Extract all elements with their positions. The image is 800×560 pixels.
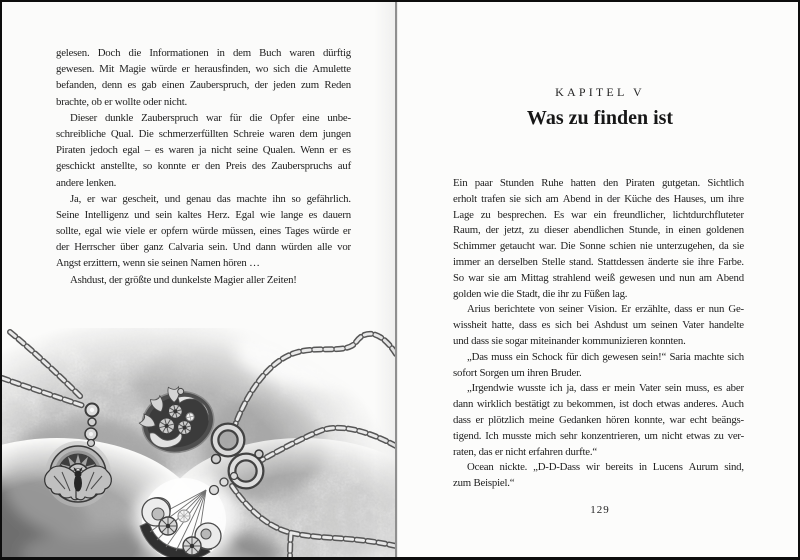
text-line: der Herrscher über ganz Calvaria sein. Und dann würden alle vor <box>56 241 351 254</box>
right-page-text <box>453 176 744 492</box>
text-line: zum Beispiel.“ <box>453 477 515 490</box>
text-line: andere lenken. <box>56 176 117 189</box>
text-line: Ja, er war gescheit, und genau das machte ihn so gefährlich. <box>70 192 351 205</box>
text-line: erholt trafen sie sich am Abend in der Küche des Hauses, um ihre <box>453 192 744 205</box>
text-line: Arius berichtete von seiner Vision. Er erzählte, dass er nun Ge- <box>467 303 744 316</box>
text-line: schreibliche Qual. Die schmerzerfüllten Schreie waren dem jungen <box>56 127 351 140</box>
left-page <box>2 2 396 557</box>
text-line: befanden, denn es gab einen Zauberspruch, der jeden zum Reden <box>56 79 351 92</box>
text-line: So war sie am Mittag strahlend weiß gewesen und nun am Abend <box>453 271 744 284</box>
text-line: Ocean nickte. „D-D-Dass wir bereits in Lucens Aurum sind, <box>467 461 744 474</box>
text-line: dass er plötzlich meine Gedanken hören konnte, war echt beängs- <box>453 413 744 426</box>
text-line: Raum, der jetzt, zu dieser abendlichen Stunde, in einen goldenen <box>453 224 744 237</box>
text-line: tigend. Ich musste mich sehr konzentrieren, um nicht etwas zu ver- <box>453 429 744 442</box>
text-line: gelesen. Doch die Informationen in dem Buch waren dürftig <box>56 47 351 59</box>
text-line: Dieser dunkle Zauberspruch war für die Opfer eine unbe- <box>70 111 351 124</box>
chapter-title: Was zu finden ist <box>526 107 674 129</box>
text-line: Piraten jedoch egal – es waren ja nicht seine Qualen. Wenn er es <box>56 144 351 157</box>
text-line: Ashdust, der größte und dunkelste Magier aller Zeiten! <box>70 273 297 286</box>
text-line: wissheit hatte, dass es sich bei Ashdust um seinen Vater handelte <box>453 319 744 332</box>
text-line: Lage zu besprechen. Es war ein freundlicher, lichtdurchfluteter <box>453 208 744 221</box>
text-line: raten, das er nicht erfahren durfte.“ <box>453 445 597 458</box>
chapter-label: KAPITEL V <box>555 85 645 99</box>
text-line: Ein paar Stunden Ruhe hatten den Piraten gutgetan. Sichtlich <box>453 177 744 189</box>
text-line: Schimmer getaucht war. Die Sonne schien nie unterzugehen, da sie <box>453 240 744 253</box>
left-page-text <box>56 46 351 289</box>
text-line: „Das muss ein Schock für dich gewesen sein!“ Saria machte sich <box>467 350 744 363</box>
text-line: geschickt anstellte, so konnte er den Preis des Zauberspruchs auf <box>56 160 351 173</box>
gutter-shadow-left <box>374 2 395 557</box>
text-line: „Irgendwie wusste ich ja, dass er mein Vater sein muss, es aber <box>467 382 744 395</box>
text-line: und dass sie sogar miteinander kommunizieren konnten. <box>453 334 686 347</box>
text-line: brachte, ob er wollte oder nicht. <box>56 95 188 108</box>
text-line: Angst erzittern, wenn sie seinen Namen hören … <box>56 257 260 270</box>
text-line: gewesen. Mit Magie würde er herausfinden, wo sich die Amulette <box>56 63 351 76</box>
amulets-illustration <box>2 328 396 559</box>
page-number: 129 <box>590 504 610 516</box>
text-line: Seine Intelligenz und sein kaltes Herz. Egal wie lange es dauern <box>56 208 351 221</box>
text-line: golden wie die Stadt, die ihr zu Füßen lag. <box>453 287 628 300</box>
text-line: sollte, egal wie viele er opfern würde müssen, eines Tages würde er <box>56 225 351 238</box>
text-line: sofort Sorgen um ihren Bruder. <box>453 366 582 379</box>
text-line: immer an derselben Stelle stand. Stattdessen änderte sie ihre Farbe. <box>453 255 744 268</box>
text-line: dann wirklich bestätigt zu bekommen, ist doch etwas anderes. Auch <box>453 398 744 411</box>
